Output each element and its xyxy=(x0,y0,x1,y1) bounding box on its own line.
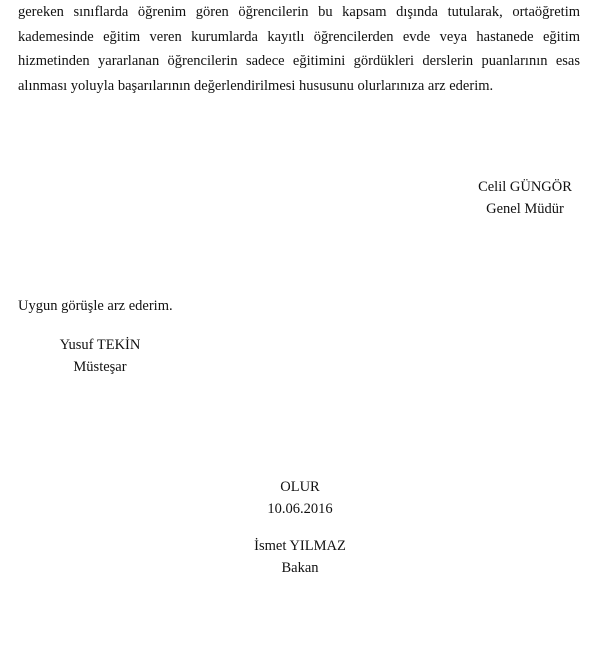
approval-line: Uygun görüşle arz ederim. xyxy=(18,298,173,314)
approval-block xyxy=(220,476,380,520)
olur-label: OLUR xyxy=(280,479,320,495)
signatory-title: Müsteşar xyxy=(73,359,127,375)
signatory-name: Celil GÜNGÖR xyxy=(478,179,572,195)
signature-block-undersecretary xyxy=(20,334,180,378)
approval-date: 10.06.2016 xyxy=(267,501,333,517)
body-paragraph: gereken sınıflarda öğrenim gören öğrencilerin bu kapsam dışında tutularak, ortaöğretim kademesinde eğitim veren kurumlarda kayıtlı öğrencilerden evde veya hastanede eğitim hizmetinden yararlanan öğrencilerin sadece eğitimini gördükleri derslerin puanlarının esas alınması yoluyla başarılarının değerlendirilmesi hususunu olurlarınıza arz ederim. xyxy=(18,4,580,94)
signatory-name: Yusuf TEKİN xyxy=(59,337,141,353)
signatory-title: Bakan xyxy=(281,560,319,576)
signature-block-general-director xyxy=(460,176,590,220)
signatory-name: İsmet YILMAZ xyxy=(254,538,346,554)
signature-block-minister xyxy=(220,535,380,579)
signatory-title: Genel Müdür xyxy=(486,201,564,217)
